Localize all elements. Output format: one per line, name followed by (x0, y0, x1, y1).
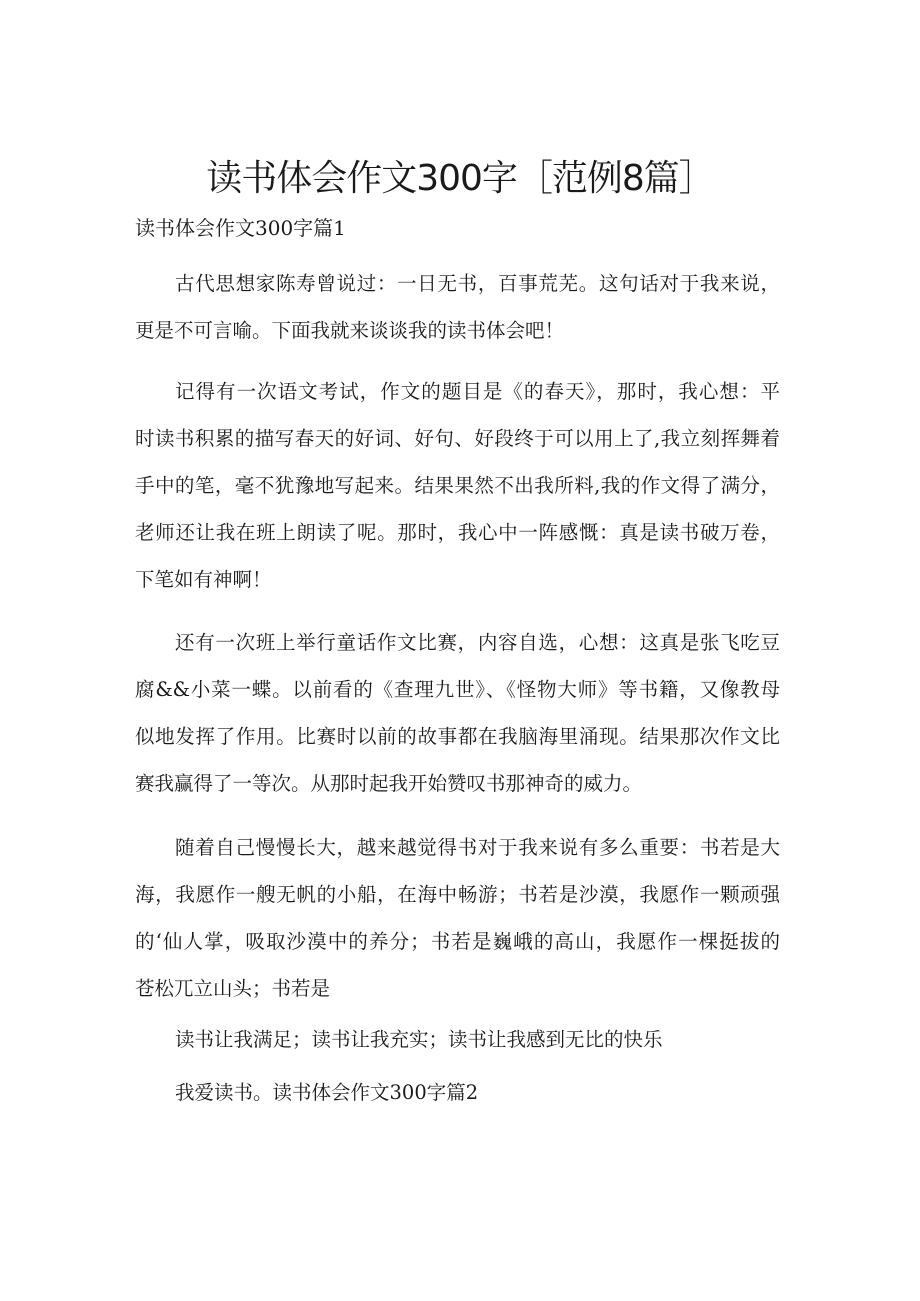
text-line: 记得有一次语文考试，作文的题目是《的春天》，那时，我心想：平 (175, 380, 780, 403)
text-line: 随着自己慢慢长大，越来越觉得书对于我来说有多么重要：书若是大 (175, 836, 780, 859)
paragraph-5 (135, 1016, 780, 1063)
text-line: 老师还让我在班上朗读了呢。那时，我心中一阵感慨：真是读书破万卷， (135, 521, 780, 544)
text-line: 海，我愿作一艘无帆的小船，在海中畅游；书若是沙漠，我愿作一颗顽强 (135, 883, 780, 906)
document-title: 读书体会作文300字［范例8篇］ (206, 158, 714, 199)
text-line: 时读书积累的描写春天的好词、好句、好段终于可以用上了,我立刻挥舞着 (135, 427, 780, 450)
paragraph-6 (135, 1069, 780, 1116)
text-line: 还有一次班上举行童话作文比赛，内容自选，心想：这真是张飞吃豆 (175, 631, 780, 654)
text-line: 读书让我满足；读书让我充实；读书让我感到无比的快乐 (175, 1028, 663, 1051)
text-line: 古代思想家陈寿曾说过：一日无书，百事荒芜。这句话对于我来说， (175, 272, 780, 295)
text-line: 我爱读书。读书体会作文300字篇2 (175, 1081, 479, 1104)
section-heading: 读书体会作文300字篇1 (135, 216, 346, 240)
text-line: 手中的笔，毫不犹豫地写起来。结果果然不出我所料,我的作文得了满分， (135, 474, 780, 497)
text-line: 苍松兀立山头；书若是 (135, 977, 331, 1000)
text-line: 腐&&小菜一蝶。以前看的《查理九世》、《怪物大师》等书籍，又像教母 (135, 678, 780, 701)
text-line: 更是不可言喻。下面我就来谈谈我的读书体会吧！ (135, 319, 565, 342)
text-line: 似地发挥了作用。比赛时以前的故事都在我脑海里涌现。结果那次作文比 (135, 725, 780, 748)
paragraph-4 (135, 824, 780, 1012)
paragraph-1 (135, 260, 780, 354)
paragraph-3 (135, 619, 780, 807)
text-line: 赛我赢得了一等次。从那时起我开始赞叹书那神奇的威力。 (135, 772, 643, 795)
text-line: 下笔如有神啊！ (135, 568, 272, 591)
paragraph-2 (135, 368, 780, 603)
text-line: 的‘仙人掌，吸取沙漠中的养分；书若是巍峨的高山，我愿作一棵挺拔的 (135, 930, 780, 953)
